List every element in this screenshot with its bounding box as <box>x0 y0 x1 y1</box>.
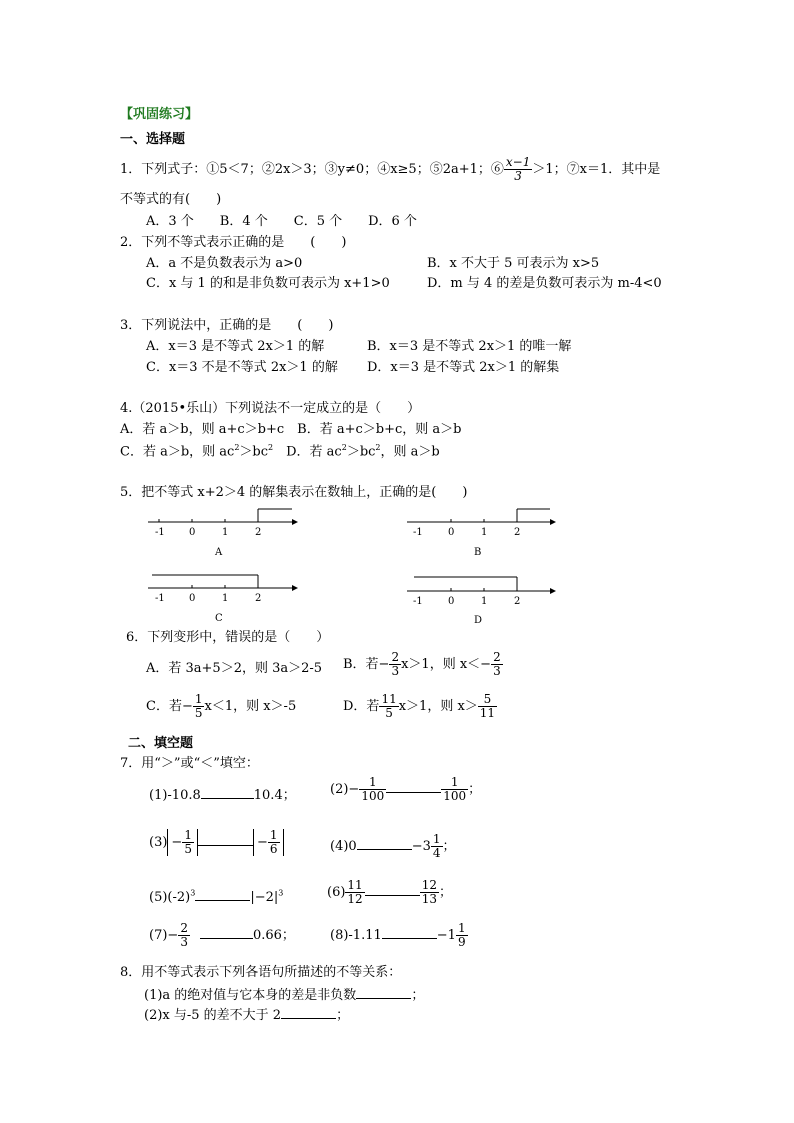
exercise-header: 【巩固练习】 <box>120 107 199 122</box>
q1-text-a: 1．下列式子：①5＜7；②2x＞3；③y≠0；④x≥5；⑤2a+1；⑥ <box>120 162 504 178</box>
q6-stem: 6．下列变形中，错误的是（ ） <box>126 630 330 645</box>
q3-option-b: B．x＝3 是不等式 2x＞1 的唯一解 <box>367 339 572 354</box>
answer-blank[interactable] <box>365 884 420 896</box>
number-line-d <box>407 577 556 626</box>
q4-stem: 4.（2015•乐山）下列说法不一定成立的是（ ） <box>120 401 421 416</box>
q8-part-2: (2)x 与-5 的差不大于 2 ； <box>144 1008 350 1023</box>
q3-stem: 3．下列说法中，正确的是 ( ) <box>120 318 334 333</box>
answer-blank[interactable] <box>200 927 253 939</box>
option-label-c: C <box>215 613 223 624</box>
tick-label: 1 <box>481 527 488 538</box>
tick-label: 0 <box>189 527 196 538</box>
tick-label: 2 <box>514 527 521 538</box>
answer-blank[interactable] <box>201 787 254 799</box>
option-label-a: A <box>215 547 223 558</box>
q6-option-a: A．若 3a+5＞2，则 3a＞2-5 <box>146 661 323 676</box>
q2-option-b: B．x 不大于 5 可表示为 x>5 <box>427 256 600 271</box>
q3-option-d: D．x＝3 是不等式 2x＞1 的解集 <box>367 360 560 375</box>
q1-fraction: $\frac{x-1}{3}$ <box>505 155 531 184</box>
q8-part-1: (1)a 的绝对值与它本身的差是非负数 ； <box>144 988 425 1003</box>
tick-label: 2 <box>514 596 521 607</box>
tick-label: 1 <box>222 593 229 604</box>
q7-part-7: (7)− $\frac{2}{3}$ 0.66； <box>149 921 295 950</box>
option-label-b: B <box>474 547 482 558</box>
tick-label: -1 <box>155 527 165 538</box>
q7-part-8: (8)-1.11 −1 $\frac{1}{9}$ <box>330 921 466 950</box>
answer-blank[interactable] <box>386 781 441 793</box>
q4-options-cd: C．若 a＞b，则 $ac^2>bc^2$ D．若 $ac^2>bc^2$，则 a＞b <box>120 443 440 460</box>
q6-option-b: B．若− $\frac{2}{3}$ x＞1，则 x＜− $\frac{2}{3}$ <box>343 650 501 679</box>
q7-part-2: (2)− $\frac{1}{100}$ $\frac{1}{100}$ ； <box>330 775 482 804</box>
q7-part-4: (4)0 −3 $\frac{1}{4}$ ； <box>330 832 456 861</box>
number-line-c <box>148 575 298 624</box>
q6-option-c: C．若− $\frac{1}{5}$ x＜1，则 x＞-5 <box>146 692 297 721</box>
q7-part-1: (1)-10.8 10.4； <box>149 788 296 803</box>
tick-label: 1 <box>222 527 229 538</box>
q7-part-6: (6) $\frac{11}{12}$ $\frac{12}{13}$ ； <box>327 878 452 907</box>
tick-label: 2 <box>255 527 262 538</box>
tick-label: 1 <box>481 596 488 607</box>
q1-options: A．3 个 B．4 个 C．5 个 D．6 个 <box>146 214 417 229</box>
tick-label: 0 <box>189 593 196 604</box>
answer-blank[interactable] <box>356 987 411 999</box>
answer-blank[interactable] <box>357 838 412 850</box>
tick-label: 0 <box>448 527 455 538</box>
q7-stem: 7．用“＞”或“＜”填空： <box>120 756 259 771</box>
number-line-a <box>148 509 298 558</box>
answer-blank[interactable] <box>382 927 437 939</box>
number-line-b <box>407 509 556 558</box>
section-choice-title: 一、选择题 <box>120 132 186 147</box>
q7-part-5: $(5)(-2)^3$ $|-2|^3$ <box>149 888 284 905</box>
q1-text-c: 不等式的有( ) <box>120 192 222 207</box>
q3-option-a: A．x＝3 是不等式 2x＞1 的解 <box>146 339 325 354</box>
q2-stem: 2．下列不等式表示正确的是 ( ) <box>120 235 347 250</box>
answer-blank[interactable] <box>195 889 250 901</box>
section-fill-title: 二、填空题 <box>128 736 194 751</box>
q3-option-c: C．x＝3 不是不等式 2x＞1 的解 <box>146 360 338 375</box>
q6-option-d: D．若 $\frac{11}{5}$ x＞1，则 x＞ $\frac{5}{11}$ <box>343 692 496 721</box>
q4-options-ab: A．若 a＞b，则 a+c＞b+c B．若 a+c＞b+c，则 a＞b <box>120 422 462 437</box>
q2-option-a: A．a 不是负数表示为 a>0 <box>146 256 303 271</box>
tick-label: -1 <box>413 527 423 538</box>
q2-option-c: C．x 与 1 的和是非负数可表示为 x+1>0 <box>146 276 390 291</box>
tick-label: 0 <box>448 596 455 607</box>
q5-stem: 5．把不等式 x+2＞4 的解集表示在数轴上，正确的是( ) <box>120 485 468 500</box>
q7-part-3: (3) − $\frac{1}{5}$ − $\frac{1}{6}$ <box>149 829 284 856</box>
option-label-d: D <box>474 615 483 626</box>
q8-stem: 8．用不等式表示下列各语句所描述的不等关系： <box>120 965 402 980</box>
tick-label: 2 <box>255 593 262 604</box>
answer-blank[interactable] <box>281 1007 336 1019</box>
answer-blank[interactable] <box>198 834 253 846</box>
q2-option-d: D．m 与 4 的差是负数可表示为 m-4<0 <box>427 276 662 291</box>
q1-text-b: ＞1；⑦x＝1．其中是 <box>532 162 661 178</box>
tick-label: -1 <box>413 596 423 607</box>
tick-label: -1 <box>155 593 165 604</box>
